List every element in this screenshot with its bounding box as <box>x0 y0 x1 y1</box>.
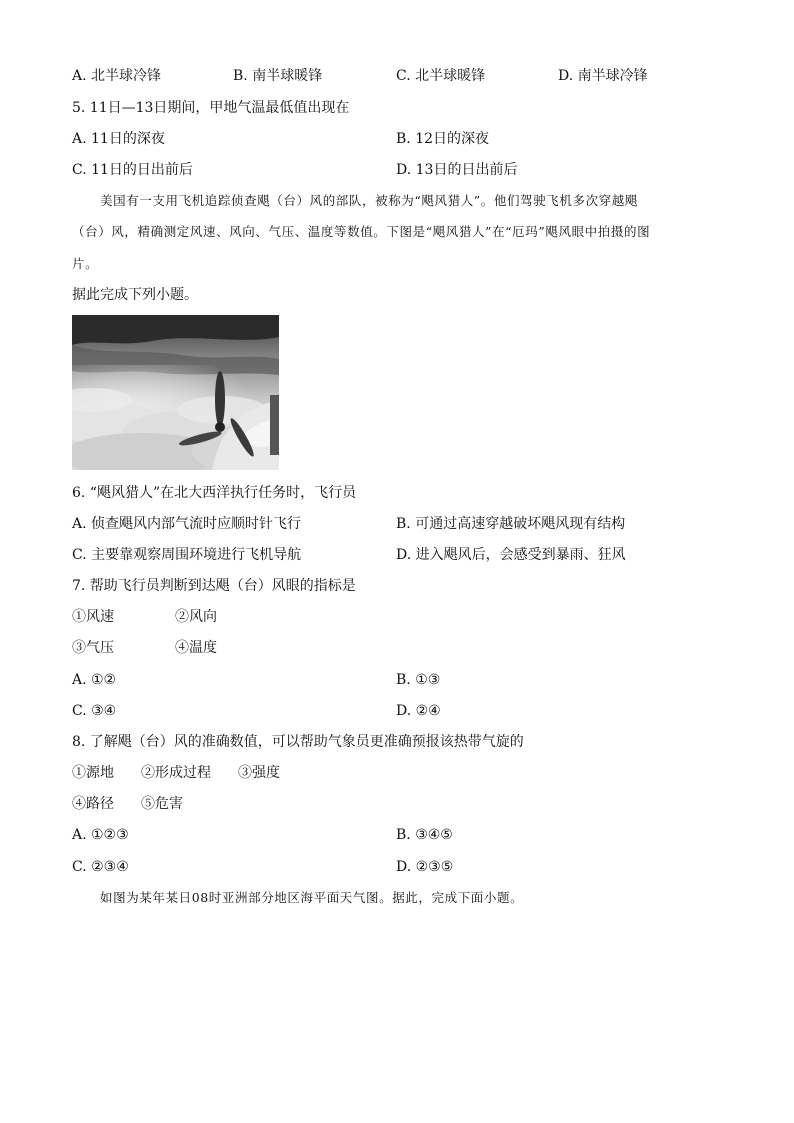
q8-item-4: ④路径 <box>72 796 114 812</box>
passage1-instruction: 据此完成下列小题。 <box>72 287 198 303</box>
q7-option-c: C. ③④ <box>72 703 117 719</box>
q8-item-1: ①源地 <box>72 765 114 781</box>
q7-item-2: ②风向 <box>175 609 217 625</box>
q6-stem: 6. “飓风猎人”在北大西洋执行任务时，飞行员 <box>72 485 357 501</box>
hurricane-eye-photo <box>72 315 279 470</box>
q5-option-c: C. 11日的日出前后 <box>72 162 193 178</box>
q8-option-d: D. ②③⑤ <box>396 859 454 875</box>
q4-option-d: D. 南半球冷锋 <box>558 68 648 84</box>
q5-stem: 5. 11日—13日期间，甲地气温最低值出现在 <box>72 100 350 116</box>
q6-option-c: C. 主要靠观察周围环境进行飞机导航 <box>72 547 302 563</box>
q6-option-d: D. 进入飓风后，会感受到暴雨、狂风 <box>396 547 626 563</box>
passage1-line2: （台）风，精确测定风速、风向、气压、温度等数值。下图是“飓风猎人”在“厄玛”飓风眼中拍摄的图 <box>72 224 651 239</box>
q5-option-b: B. 12日的深夜 <box>396 131 490 147</box>
q4-option-a: A. 北半球冷锋 <box>72 68 162 84</box>
passage1-line3: 片。 <box>72 256 99 271</box>
q4-option-b: B. 南半球暖锋 <box>233 68 323 84</box>
q8-option-c: C. ②③④ <box>72 859 129 875</box>
passage1-line1: 美国有一支用飞机追踪侦查飓（台）风的部队，被称为“飓风猎人”。他们驾驶飞机多次穿越飓 <box>100 193 638 208</box>
q6-option-b: B. 可通过高速穿越破坏飓风现有结构 <box>396 516 626 532</box>
passage2-line1: 如图为某年某日08时亚洲部分地区海平面天气图。据此，完成下面小题。 <box>100 890 524 905</box>
q7-item-1: ①风速 <box>72 609 114 625</box>
q8-stem: 8. 了解飓（台）风的准确数值，可以帮助气象员更准确预报该热带气旋的 <box>72 734 524 750</box>
q7-item-4: ④温度 <box>175 640 217 656</box>
q7-option-b: B. ①③ <box>396 672 441 688</box>
q7-option-d: D. ②④ <box>396 703 441 719</box>
q8-option-b: B. ③④⑤ <box>396 827 453 843</box>
q6-option-a: A. 侦查飓风内部气流时应顺时针飞行 <box>72 516 302 532</box>
q8-item-5: ⑤危害 <box>141 796 183 812</box>
q8-item-2: ②形成过程 <box>141 765 211 781</box>
q5-option-a: A. 11日的深夜 <box>72 131 165 147</box>
q5-option-d: D. 13日的日出前后 <box>396 162 518 178</box>
q7-stem: 7. 帮助飞行员判断到达飓（台）风眼的指标是 <box>72 578 356 594</box>
q8-option-a: A. ①②③ <box>72 827 129 843</box>
q8-item-3: ③强度 <box>238 765 280 781</box>
q4-option-c: C. 北半球暖锋 <box>396 68 486 84</box>
q7-item-3: ③气压 <box>72 640 114 656</box>
q7-option-a: A. ①② <box>72 672 117 688</box>
